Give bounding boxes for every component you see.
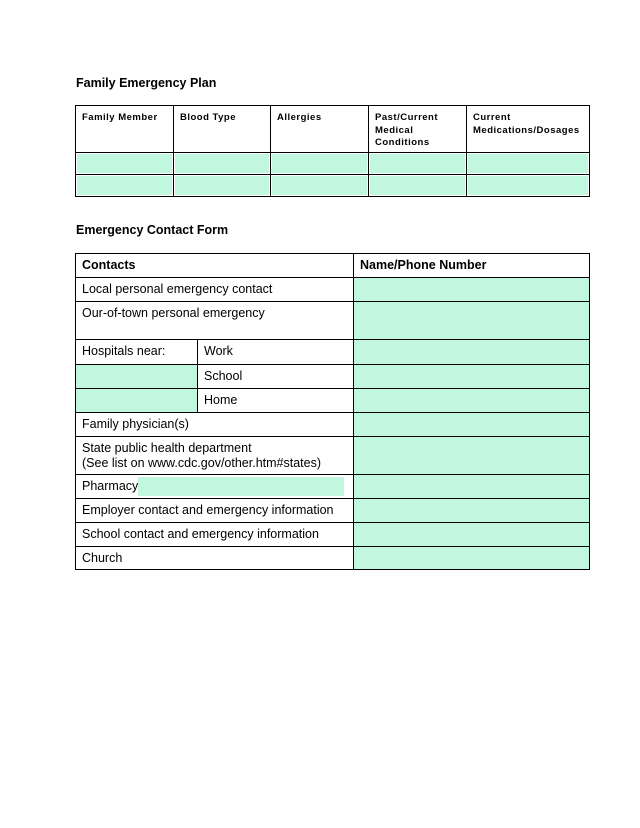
family-member-field[interactable] (76, 174, 174, 196)
medications-field[interactable] (467, 152, 590, 174)
contact-row (76, 547, 590, 570)
medications-field[interactable] (467, 174, 590, 196)
family-member-field[interactable] (76, 152, 174, 174)
emergency-contact-form-title: Emergency Contact Form (76, 223, 229, 237)
employer-contact-label: Employer contact and emergency information (76, 499, 354, 523)
family-emergency-plan-title: Family Emergency Plan (76, 76, 217, 90)
name-phone-column-header: Name/Phone Number (354, 254, 590, 278)
column-header-allergies: Allergies (271, 106, 369, 153)
local-contact-label: Local personal emergency contact (76, 278, 354, 302)
pharmacy-label: Pharmacy (82, 479, 139, 493)
hospital-home-field[interactable] (354, 389, 590, 413)
hospital-work-field[interactable] (354, 340, 590, 365)
hospital-blank-field[interactable] (76, 389, 198, 413)
local-contact-field[interactable] (354, 278, 590, 302)
contacts-column-header: Contacts (76, 254, 354, 278)
church-field[interactable] (354, 547, 590, 570)
medical-conditions-field[interactable] (369, 152, 467, 174)
school-contact-label: School contact and emergency information (76, 523, 354, 547)
contact-row (76, 278, 590, 302)
health-department-line-2: (See list on www.cdc.gov/other.htm#states) (82, 456, 321, 470)
employer-contact-field[interactable] (354, 499, 590, 523)
column-header-family-member: Family Member (76, 106, 174, 153)
contact-row (76, 365, 590, 389)
pharmacy-cell (76, 475, 354, 499)
pharmacy-name-field[interactable] (138, 477, 344, 496)
contact-row (76, 475, 590, 499)
school-contact-field[interactable] (354, 523, 590, 547)
church-label: Church (76, 547, 354, 570)
hospitals-near-label: Hospitals near: (76, 340, 198, 365)
out-of-town-contact-field[interactable] (354, 302, 590, 340)
contact-row (76, 340, 590, 365)
pharmacy-field[interactable] (354, 475, 590, 499)
contact-row (76, 302, 590, 340)
contact-row (76, 413, 590, 437)
family-physician-label: Family physician(s) (76, 413, 354, 437)
hospital-blank-field[interactable] (76, 365, 198, 389)
allergies-field[interactable] (271, 152, 369, 174)
contact-row (76, 523, 590, 547)
family-emergency-plan-table (75, 105, 590, 197)
family-physician-field[interactable] (354, 413, 590, 437)
contact-row (76, 437, 590, 475)
health-department-field[interactable] (354, 437, 590, 475)
hospital-work-label: Work (198, 340, 354, 365)
blood-type-field[interactable] (174, 152, 271, 174)
plan-row (76, 174, 590, 196)
medical-conditions-field[interactable] (369, 174, 467, 196)
plan-row (76, 152, 590, 174)
blood-type-field[interactable] (174, 174, 271, 196)
health-department-label (76, 437, 354, 475)
hospital-home-label: Home (198, 389, 354, 413)
hospital-school-label: School (198, 365, 354, 389)
contact-header-row (76, 254, 590, 278)
column-header-blood-type: Blood Type (174, 106, 271, 153)
column-header-medical-conditions: Past/Current Medical Conditions (369, 106, 467, 153)
plan-header-row (76, 106, 590, 153)
allergies-field[interactable] (271, 174, 369, 196)
emergency-contact-form-table (75, 253, 590, 570)
contact-row (76, 389, 590, 413)
contact-row (76, 499, 590, 523)
hospital-school-field[interactable] (354, 365, 590, 389)
health-department-line-1: State public health department (82, 441, 252, 455)
column-header-medications: Current Medications/Dosages (467, 106, 590, 153)
out-of-town-contact-label: Our-of-town personal emergency (76, 302, 354, 340)
